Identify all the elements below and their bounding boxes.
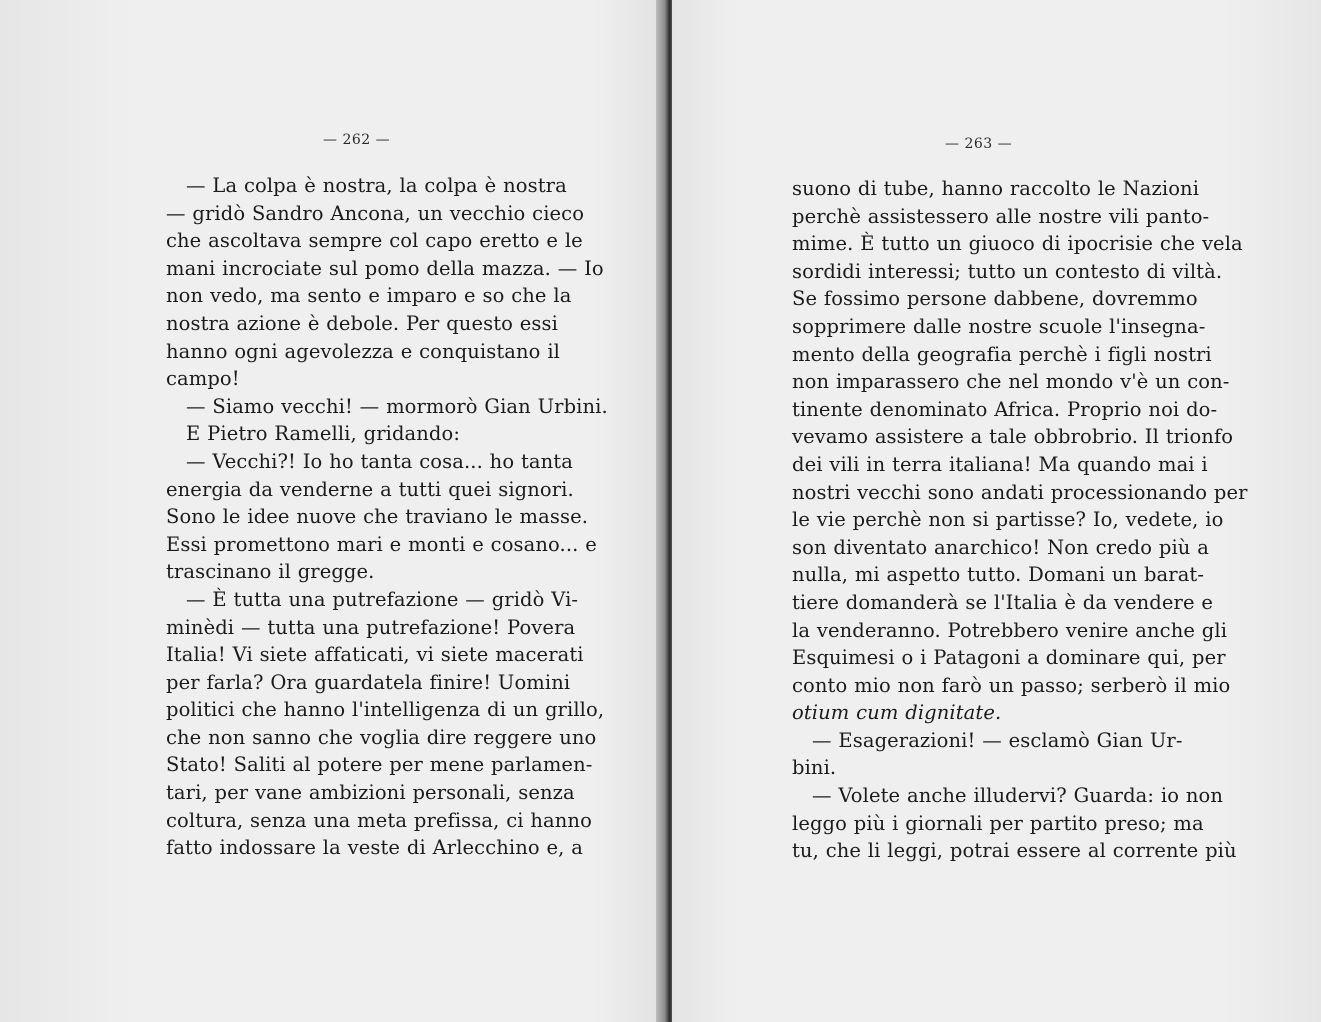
text-line: suono di tube, hanno raccolto le Nazioni [792, 177, 1200, 200]
text-line: tinente denominato Africa. Proprio noi do- [792, 397, 1218, 421]
text-line: leggo più i giornali per partito preso; ma [792, 811, 1204, 835]
text-line: — Volete anche illudervi? Guarda: io non [812, 784, 1223, 808]
text-line: — È tutta una putrefazione — gridò Vi- [186, 587, 579, 611]
text-line: E Pietro Ramelli, gridando: [186, 422, 461, 446]
text-line: — Esagerazioni! — esclamò Gian Ur- [812, 728, 1183, 752]
text-line: bini. [792, 756, 837, 780]
text-line: sopprimere dalle nostre scuole l'insegna- [792, 314, 1206, 338]
text-line: hanno ogni agevolezza e conquistano il [166, 339, 560, 363]
text-line: che ascoltava sempre col capo eretto e le [166, 229, 583, 253]
text-line: trascinano il gregge. [166, 560, 375, 584]
text-line: minèdi — tutta una putrefazione! Povera [166, 615, 576, 639]
text-line: Se fossimo persone dabbene, dovremmo [792, 287, 1198, 311]
text-line: Essi promettono mari e monti e cosano... e [166, 532, 597, 556]
text-line: sordidi interessi; tutto un contesto di viltà. [792, 259, 1223, 283]
text-line: politici che hanno l'intelligenza di un grillo, [166, 698, 605, 722]
text-line: nostra azione è debole. Per questo essi [166, 311, 558, 335]
text-line: le vie perchè non si partisse? Io, vedete, io [792, 508, 1224, 532]
text-line: conto mio non farò un passo; serberò il mio [792, 673, 1231, 697]
text-line: — Siamo vecchi! — mormorò Gian Urbini. [186, 394, 608, 418]
text-line: mento della geografia perchè i figli nostri [792, 342, 1212, 366]
text-line: mani incrociate sul pomo della mazza. — Io [166, 256, 604, 280]
page-number-262: — 262 — [323, 132, 391, 148]
text-line: nulla, mi aspetto tutto. Domani un barat- [792, 563, 1205, 587]
text-line: non imparassero che nel mondo v'è un con- [792, 370, 1230, 394]
text-line: — La colpa è nostra, la colpa è nostra [186, 174, 567, 197]
page-number-263: — 263 — [945, 136, 1013, 152]
text-line: non vedo, ma sento e imparo e so che la [166, 284, 572, 308]
text-line: Italia! Vi siete affaticati, vi siete macerati [166, 643, 584, 667]
text-line: mime. È tutto un giuoco di ipocrisie che vela [792, 232, 1243, 256]
text-line: nostri vecchi sono andati processionando per [792, 480, 1248, 504]
text-line: vevamo assistere a tale obbrobrio. Il trionfo [792, 425, 1234, 449]
text-line: — Vecchi?! Io ho tanta cosa... ho tanta [186, 449, 573, 473]
text-line: — gridò Sandro Ancona, un vecchio cieco [166, 201, 585, 225]
text-line: otium cum dignitate. [792, 701, 1002, 725]
text-line: tu, che li leggi, potrai essere al corrente più [792, 839, 1237, 863]
left-page-text [166, 172, 608, 862]
left-page [0, 0, 660, 1022]
right-page-text [792, 175, 1248, 865]
text-line: dei vili in terra italiana! Ma quando mai i [792, 452, 1208, 476]
text-line: campo! [166, 367, 240, 391]
text-line: che non sanno che voglia dire reggere uno [166, 725, 597, 749]
text-line: tiere domanderà se l'Italia è da vendere e [792, 590, 1214, 614]
text-line: la venderanno. Potrebbero venire anche gli [792, 618, 1228, 642]
text-line: coltura, senza una meta prefissa, ci hanno [166, 808, 592, 832]
text-line: perchè assistessero alle nostre vili panto- [792, 204, 1210, 228]
text-line: energia da venderne a tutti quei signori. [166, 477, 574, 501]
text-line: son diventato anarchico! Non credo più a [792, 535, 1209, 559]
text-line: fatto indossare la veste di Arlecchino e, a [166, 836, 583, 860]
text-line: per farla? Ora guardatela finire! Uomini [166, 670, 571, 694]
text-line: Stato! Saliti al potere per mene parlamen- [166, 753, 593, 777]
text-line: tari, per vane ambizioni personali, senza [166, 781, 575, 805]
text-line: Sono le idee nuove che traviano le masse. [166, 505, 589, 529]
text-line: Esquimesi o i Patagoni a dominare qui, per [792, 646, 1226, 670]
